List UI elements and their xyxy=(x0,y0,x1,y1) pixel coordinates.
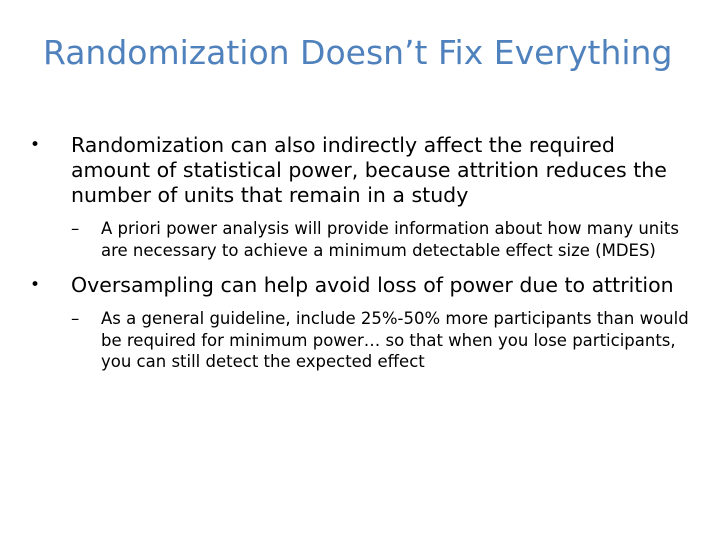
dash-icon: – xyxy=(71,309,80,328)
bullet-icon: • xyxy=(30,275,41,295)
sub-bullet-item-power-analysis xyxy=(71,218,690,261)
bullet-text: Randomization can also indirectly affect the required amount of statistical power, because attrition reduces the number of units that remain in a study xyxy=(71,133,667,207)
bullet-item-randomization-power xyxy=(30,133,690,208)
bullet-item-oversampling xyxy=(30,273,690,298)
bullet-text: Oversampling can help avoid loss of power due to attrition xyxy=(71,273,674,297)
sub-bullet-text: A priori power analysis will provide information about how many units are necessary to achieve a minimum detectable effect size (MDES) xyxy=(101,219,679,260)
sub-bullet-text: As a general guideline, include 25%-50% more participants than would be required for minimum power… so that when you lose participants, you can still detect the expected effect xyxy=(101,309,689,371)
sub-bullet-item-guideline xyxy=(71,308,690,373)
dash-icon: – xyxy=(71,219,80,238)
slide-title: Randomization Doesn’t Fix Everything xyxy=(43,33,673,72)
bullet-icon: • xyxy=(30,135,41,155)
slide-body xyxy=(30,133,690,385)
